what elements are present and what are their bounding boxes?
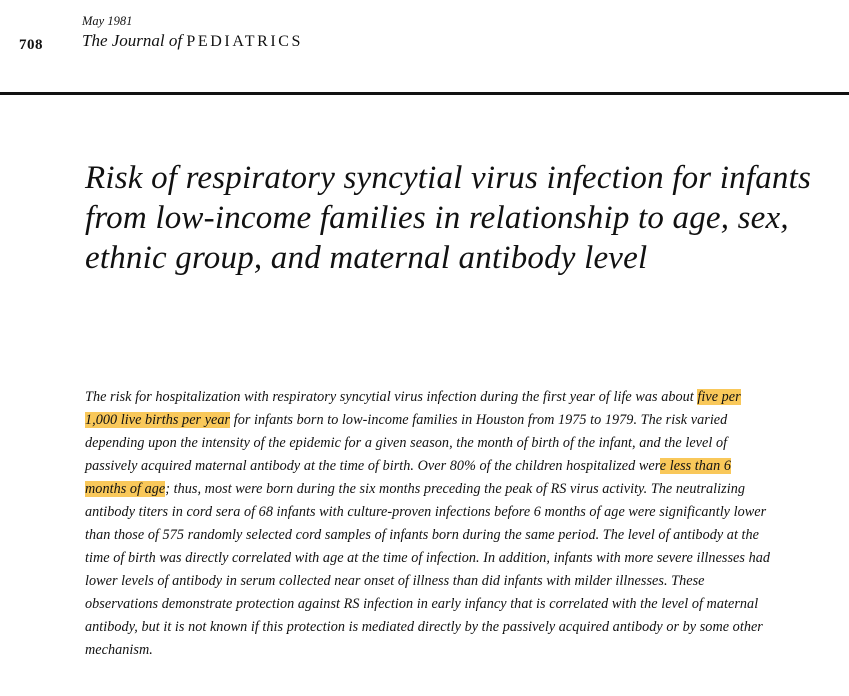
issue-date: May 1981	[82, 14, 133, 28]
abstract-text-1: The risk for hospitalization with respiratory syncytial virus infection during the first year of life was about	[85, 389, 698, 405]
abstract-text-3: ; thus, most were born during the six months preceding the peak of RS virus activity. The neutralizing antibody titers in cord sera of 68 infants with culture-proven infections before 6 months of age were significantly lower than those of 575 randomly selected cord samples of infants born during the same period. The level of antibody at the time of birth was directly correlated with age at the time of infection. In addition, infants with more severe illnesses had lower levels of antibody in serum collected near onset of illness than did infants with milder illnesses. These observations demonstrate protection against RS infection in early infancy that is correlated with the level of maternal antibody, but it is not known if this protection is mediated directly by the passively acquired antibody or by some other mechanism.	[85, 481, 771, 658]
header-rule	[0, 92, 849, 95]
highlighted-text-1: five per 1,000 live births per year	[85, 389, 741, 428]
article-title: Risk of respiratory syncytial virus infection for infants from low-income families in relationship to age, sex, ethnic group, and maternal antibody level	[85, 160, 812, 276]
page-number: 708	[19, 37, 43, 53]
running-head	[82, 15, 303, 50]
abstract-text-2: for infants born to low-income families in Houston from 1975 to 1979. The risk varied depending upon the intensity of the epidemic for a given season, the month of birth of the infant, and the level of passively acquired maternal antibody at the time of birth. Over 80% of the children hospitalized wer	[85, 412, 728, 474]
abstract	[85, 386, 775, 662]
highlighted-text-2: e less than 6 months of age	[85, 458, 731, 497]
journal-name: PEDIATRICS	[186, 32, 304, 50]
journal-prefix: The Journal of	[82, 30, 183, 50]
journal-title	[82, 32, 303, 50]
